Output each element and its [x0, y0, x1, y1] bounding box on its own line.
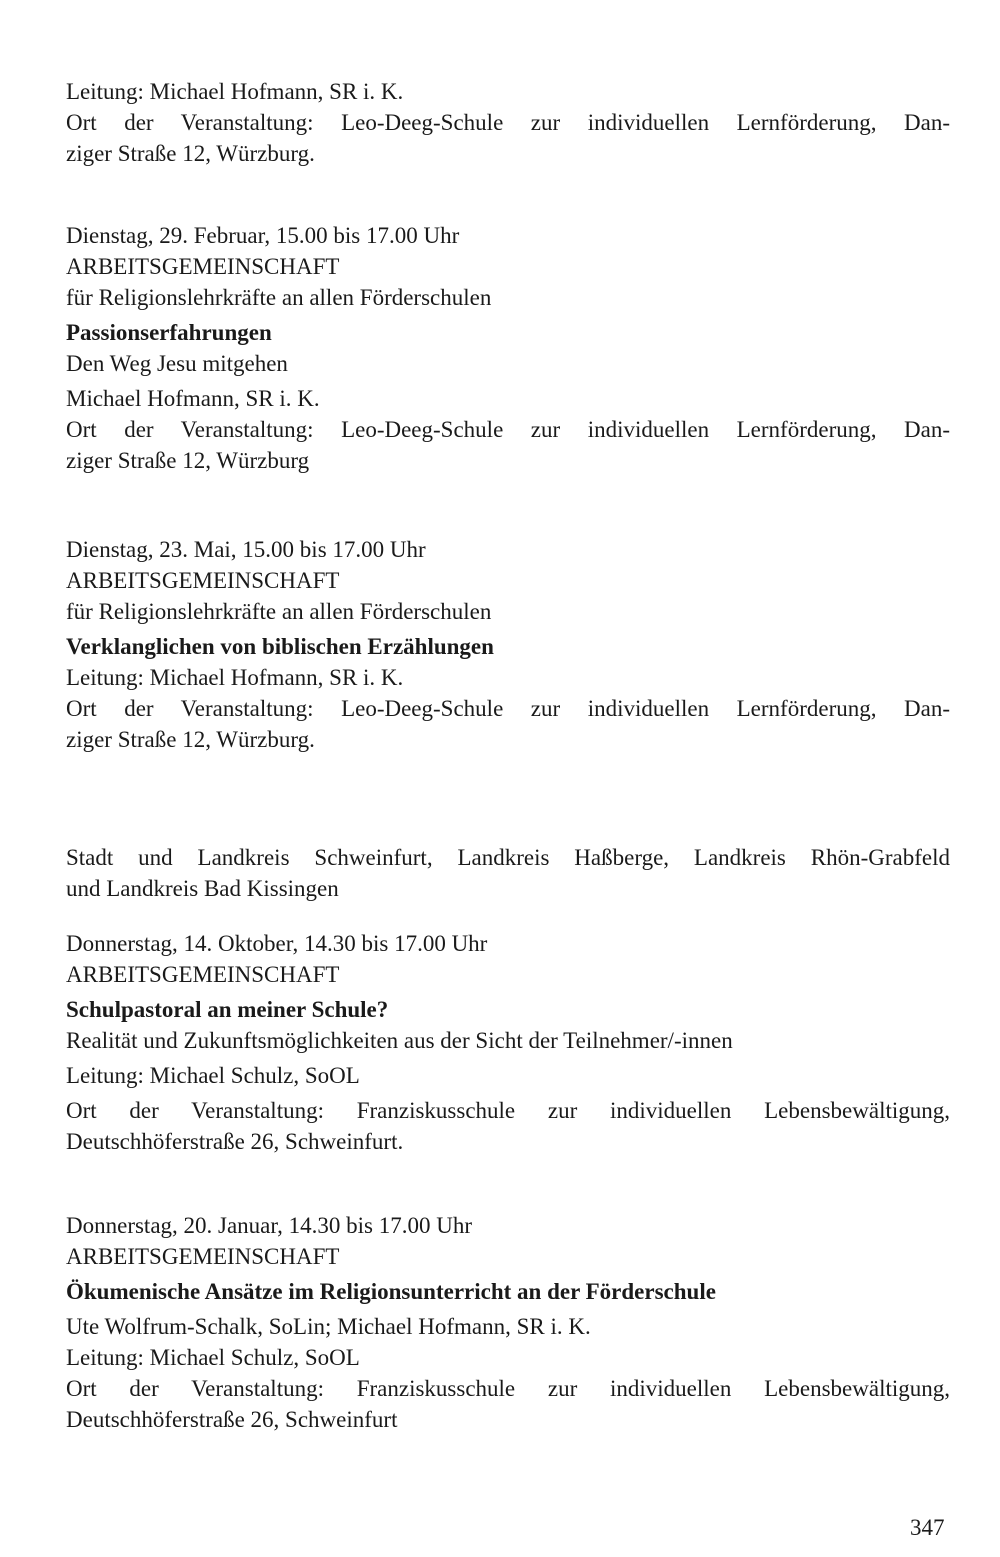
text-line: und Landkreis Bad Kissingen	[66, 876, 339, 901]
event-block-verklanglichen	[66, 534, 950, 755]
text-line: Deutschhöferstraße 26, Schweinfurt.	[66, 1129, 404, 1154]
text-line: ziger Straße 12, Würzburg.	[66, 141, 315, 166]
text-line: Michael Hofmann, SR i. K.	[66, 386, 320, 411]
text-line: ARBEITSGEMEINSCHAFT	[66, 1244, 340, 1269]
text-line: ARBEITSGEMEINSCHAFT	[66, 568, 340, 593]
event-block-passionserfahrungen	[66, 220, 950, 476]
event-title: Passionserfahrungen	[66, 320, 272, 345]
event-block-schulpastoral	[66, 928, 950, 1157]
text-line: Leitung: Michael Schulz, SoOL	[66, 1063, 360, 1088]
event-title: Verklanglichen von biblischen Erzählungen	[66, 634, 494, 659]
text-line: für Religionslehrkräfte an allen Förderschulen	[66, 599, 492, 624]
text-line: Deutschhöferstraße 26, Schweinfurt	[66, 1407, 398, 1432]
text-line: Ort der Veranstaltung: Leo-Deeg-Schule zur individuellen Lernförderung, Dan-	[66, 110, 950, 135]
text-line: Ort der Veranstaltung: Leo-Deeg-Schule zur individuellen Lernförderung, Dan-	[66, 696, 950, 721]
text-line: ARBEITSGEMEINSCHAFT	[66, 962, 340, 987]
text-line: Ute Wolfrum-Schalk, SoLin; Michael Hofmann, SR i. K.	[66, 1314, 591, 1339]
page-number: 347	[910, 1515, 945, 1540]
text-line: Den Weg Jesu mitgehen	[66, 351, 288, 376]
text-line: Leitung: Michael Hofmann, SR i. K.	[66, 79, 404, 104]
event-block-0	[66, 76, 950, 169]
text-line: Ort der Veranstaltung: Franziskusschule zur individuellen Lebensbewältigung,	[66, 1376, 950, 1401]
text-line: Dienstag, 29. Februar, 15.00 bis 17.00 Uhr	[66, 223, 460, 248]
region-heading	[66, 842, 950, 904]
text-line: Realität und Zukunftsmöglichkeiten aus der Sicht der Teilnehmer/-innen	[66, 1028, 733, 1053]
text-line: ziger Straße 12, Würzburg	[66, 448, 310, 473]
text-line: ARBEITSGEMEINSCHAFT	[66, 254, 340, 279]
text-line: Leitung: Michael Schulz, SoOL	[66, 1345, 360, 1370]
text-line: ziger Straße 12, Würzburg.	[66, 727, 315, 752]
text-line: Ort der Veranstaltung: Franziskusschule zur individuellen Lebensbewältigung,	[66, 1098, 950, 1123]
text-line: Ort der Veranstaltung: Leo-Deeg-Schule zur individuellen Lernförderung, Dan-	[66, 417, 950, 442]
event-block-oekumenische	[66, 1210, 950, 1435]
text-line: Stadt und Landkreis Schweinfurt, Landkreis Haßberge, Landkreis Rhön-Grabfeld	[66, 845, 950, 870]
text-line: Dienstag, 23. Mai, 15.00 bis 17.00 Uhr	[66, 537, 426, 562]
text-line: für Religionslehrkräfte an allen Förderschulen	[66, 285, 492, 310]
text-line: Leitung: Michael Hofmann, SR i. K.	[66, 665, 404, 690]
event-title: Ökumenische Ansätze im Religionsunterricht an der Förderschule	[66, 1279, 716, 1304]
text-line: Donnerstag, 20. Januar, 14.30 bis 17.00 Uhr	[66, 1213, 472, 1238]
text-line: Donnerstag, 14. Oktober, 14.30 bis 17.00 Uhr	[66, 931, 488, 956]
event-title: Schulpastoral an meiner Schule?	[66, 997, 389, 1022]
